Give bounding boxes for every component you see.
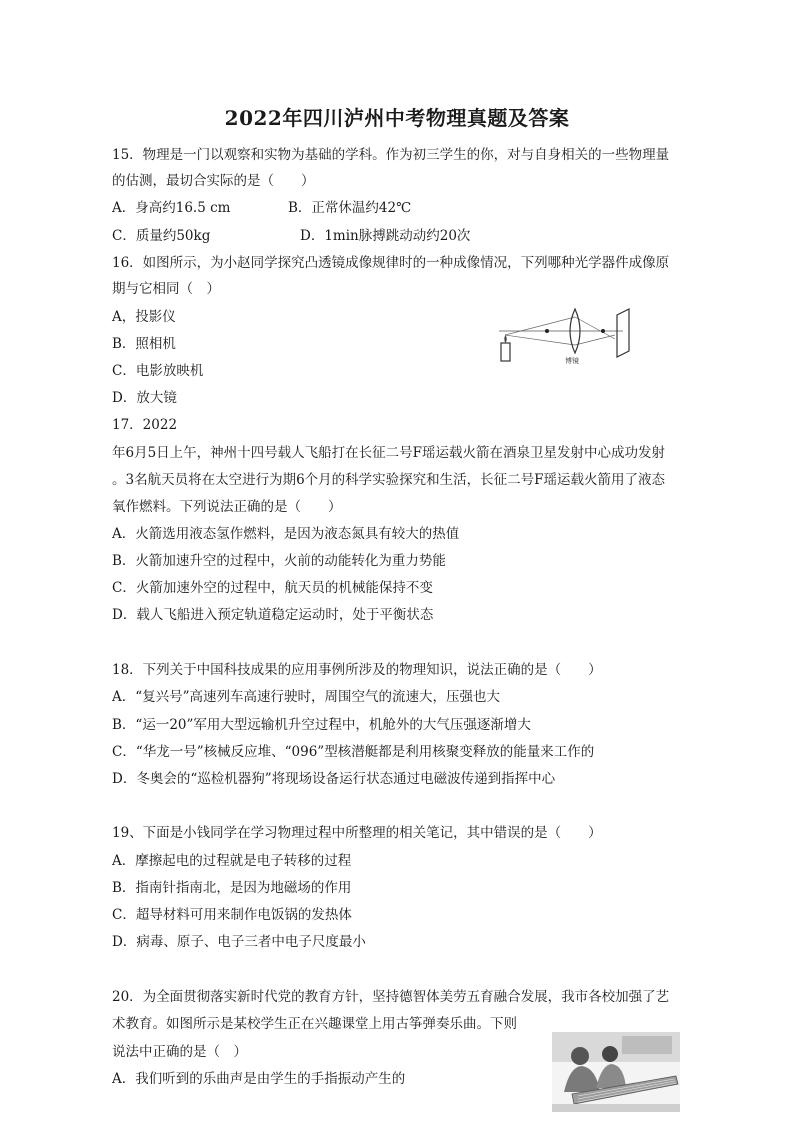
q16-stem-line1: 16．如图所示，为小赵同学探究凸透镜成像规律时的一种成像情况，下列哪种光学器件成像原: [112, 255, 670, 271]
q17-option-a: A．火箭选用液态氢作燃料，是因为液态氮具有较大的热值: [112, 526, 460, 542]
flame-icon: [504, 335, 507, 343]
q17-option-c: C．火箭加速外空的过程中，航天员的机械能保持不变: [112, 580, 433, 596]
focal-point: [545, 329, 549, 333]
q18-option-a: A．“复兴号”高速列车高速行驶时，周围空气的流速大，压强也大: [112, 689, 501, 705]
q15-option-a: A．身高约16.5 cm: [112, 200, 231, 216]
q15-option-b: B．正常休温约42℃: [288, 200, 412, 216]
q17-stem-line2: 。3名航天员将在太空进行为期6个月的科学实验探究和生活，长征二号F瑶运载火箭用了液态: [112, 472, 666, 488]
q19-option-b: B．指南针指南北，是因为地磁场的作用: [112, 880, 352, 896]
q16-option-c: C．电影放映机: [112, 363, 204, 379]
q16-stem-line2: 期与它相同（ ）: [112, 281, 220, 297]
q20-stem-line1: 20．为全面贯彻落实新时代党的教育方针，坚持德智体美劳五育融合发展，我市各校加强了艺: [112, 989, 670, 1005]
q19-option-a: A．摩擦起电的过程就是电子转移的过程: [112, 853, 352, 869]
student-head: [602, 1046, 618, 1062]
q19-stem: 19、下面是小钱同学在学习物理过程中所整理的相关笔记，其中错误的是（ ）: [112, 825, 602, 841]
q18-option-b: B．“运一20”军用大型远输机升空过程中，机舱外的大气压强逐渐增大: [112, 717, 531, 733]
light-ray: [575, 317, 615, 339]
q16-option-a: A，投影仪: [112, 309, 176, 325]
q17-option-b: B．火箭加速升空的过程中，火前的动能转化为重力势能: [112, 553, 446, 569]
q17-stem-line1: 年6月5日上午，神州十四号载人飞船打在长征二号F瑶运载火箭在酒泉卫星发射中心成功发射: [112, 445, 666, 461]
light-ray: [505, 335, 575, 345]
q19-option-c: C．超导材料可用来制作电饭锅的发热体: [112, 907, 352, 923]
light-ray: [575, 335, 615, 345]
q18-stem: 18．下列关于中国科技成果的应用事例所涉及的物理知识，说法正确的是（ ）: [112, 662, 602, 678]
q18-option-c: C．“华龙一号”核械反应堆、“096”型核潜艇都是利用核聚变释放的能量来工作的: [112, 744, 595, 760]
q20-stem-line2: 术教育。如图所示是某校学生正在兴趣课堂上用古筝弹奏乐曲。下则: [112, 1016, 517, 1032]
student-head: [571, 1047, 589, 1065]
q17-stem-line0: 17．2022: [112, 417, 178, 433]
light-ray: [505, 317, 575, 335]
q19-option-d: D．病毒、原子、电子三者中电子尺度最小: [112, 934, 366, 950]
q20-stem-line3: 说法中正确的是（ ）: [112, 1044, 247, 1060]
guzheng-photo: [552, 1032, 680, 1112]
q20-option-a: A．我们听到的乐曲声是由学生的手指振动产生的: [112, 1071, 406, 1087]
q15-option-c: C．质量约50kg: [112, 228, 211, 244]
q16-option-d: D．放大镜: [112, 390, 177, 406]
lens-label: 博镜: [565, 357, 579, 365]
q17-stem-line3: 氧作燃料。下列说法正确的是（ ）: [112, 499, 342, 515]
candle-icon: [501, 343, 510, 361]
page-title: 2022年四川泸州中考物理真题及答案: [224, 106, 570, 130]
q15-option-d: D．1min脉搏跳动动约20次: [300, 228, 471, 244]
screen-icon: [617, 309, 629, 357]
focal-point: [601, 329, 605, 333]
q18-option-d: D．冬奥会的“巡检机器狗”将现场设备运行状态通过电磁波传递到指挥中心: [112, 771, 556, 787]
q15-stem-line1: 15．物理是一门以观察和实物为基础的学科。作为初三学生的你，对与自身相关的一些物理量: [112, 147, 670, 163]
q17-option-d: D．载人飞船进入预定轨道稳定运动时，处于平衡状态: [112, 607, 434, 623]
q15-stem-line2: 的估测，最切合实际的是（ ）: [112, 173, 315, 189]
q16-option-b: B．照相机: [112, 336, 176, 352]
convex-lens-diagram: [495, 305, 645, 365]
